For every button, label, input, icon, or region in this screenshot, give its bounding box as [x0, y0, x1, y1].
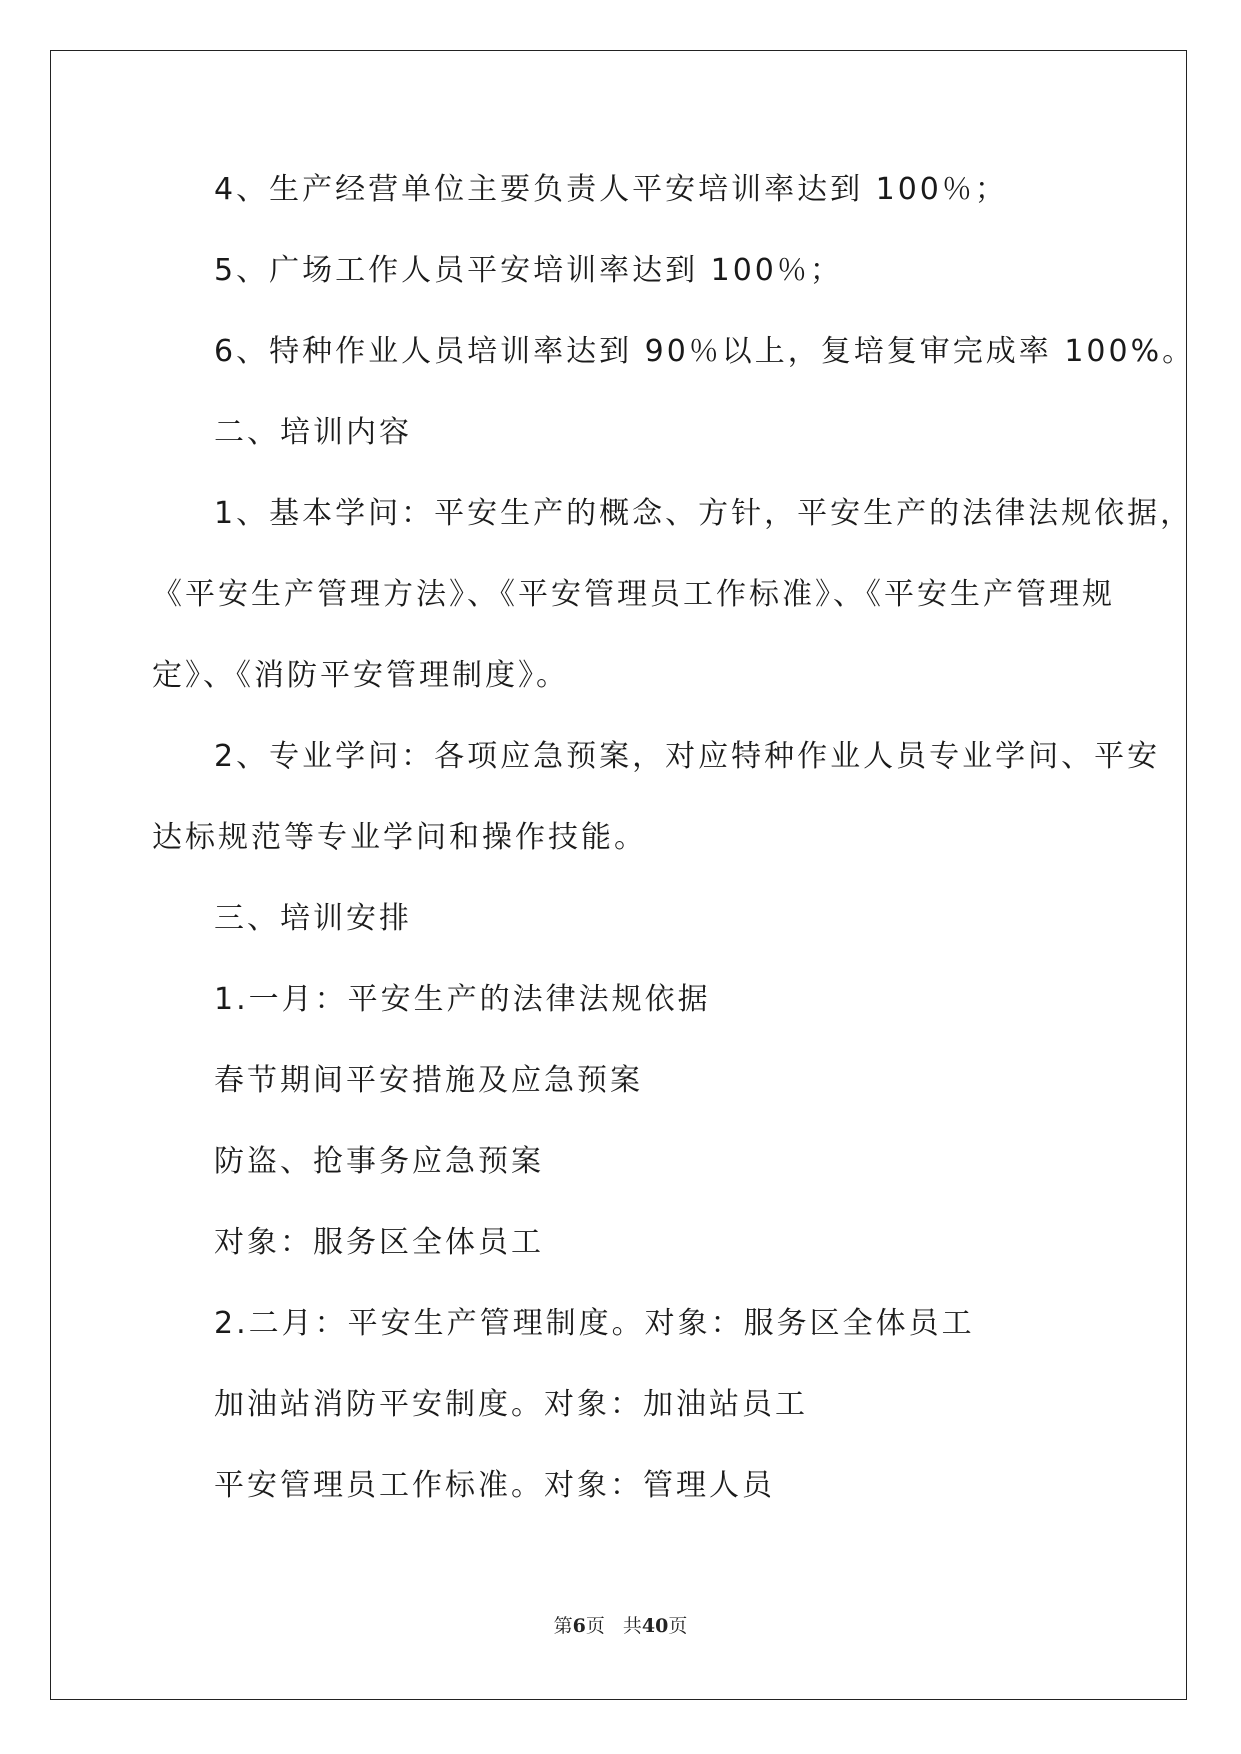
schedule-february-item-3: 平安管理员工作标准。对象：管理人员: [214, 1468, 775, 1503]
content-item-2-line-1: 2、专业学问：各项应急预案，对应特种作业人员专业学问、平安: [214, 739, 1161, 774]
schedule-february: 2.二月：平安生产管理制度。对象：服务区全体员工: [214, 1306, 975, 1341]
page-prefix: 第: [553, 1615, 573, 1637]
total-prefix: 共: [622, 1615, 642, 1637]
page-number: 6: [572, 1615, 586, 1637]
content-item-1-line-1: 1、基本学问：平安生产的概念、方针，平安生产的法律法规依据，: [214, 496, 1194, 531]
page-border: [50, 50, 1187, 1700]
goal-item-5: 5、广场工作人员平安培训率达到 100％；: [214, 253, 843, 288]
schedule-january: 1.一月：平安生产的法律法规依据: [214, 982, 711, 1017]
page-footer: [0, 1611, 1241, 1638]
total-pages: 40: [641, 1615, 669, 1637]
goal-item-4: 4、生产经营单位主要负责人平安培训率达到 100％；: [214, 172, 1008, 207]
content-item-2-line-2: 达标规范等专业学问和操作技能。: [152, 820, 647, 855]
section-heading-training-schedule: 三、培训安排: [214, 901, 412, 936]
schedule-january-item-2: 春节期间平安措施及应急预案: [214, 1063, 643, 1098]
goal-item-6: 6、特种作业人员培训率达到 90％以上，复培复审完成率 100%。: [214, 334, 1196, 369]
section-heading-training-content: 二、培训内容: [214, 415, 412, 450]
schedule-january-audience: 对象：服务区全体员工: [214, 1225, 544, 1260]
schedule-february-item-2: 加油站消防平安制度。对象：加油站员工: [214, 1387, 808, 1422]
content-item-1-line-3: 定》、《消防平安管理制度》。: [152, 658, 569, 693]
content-item-1-line-2: 《平安生产管理方法》、《平安管理员工作标准》、《平安生产管理规: [152, 577, 1115, 612]
total-suffix: 页: [668, 1615, 688, 1637]
page-suffix: 页: [585, 1615, 605, 1637]
schedule-january-item-3: 防盗、抢事务应急预案: [214, 1144, 544, 1179]
